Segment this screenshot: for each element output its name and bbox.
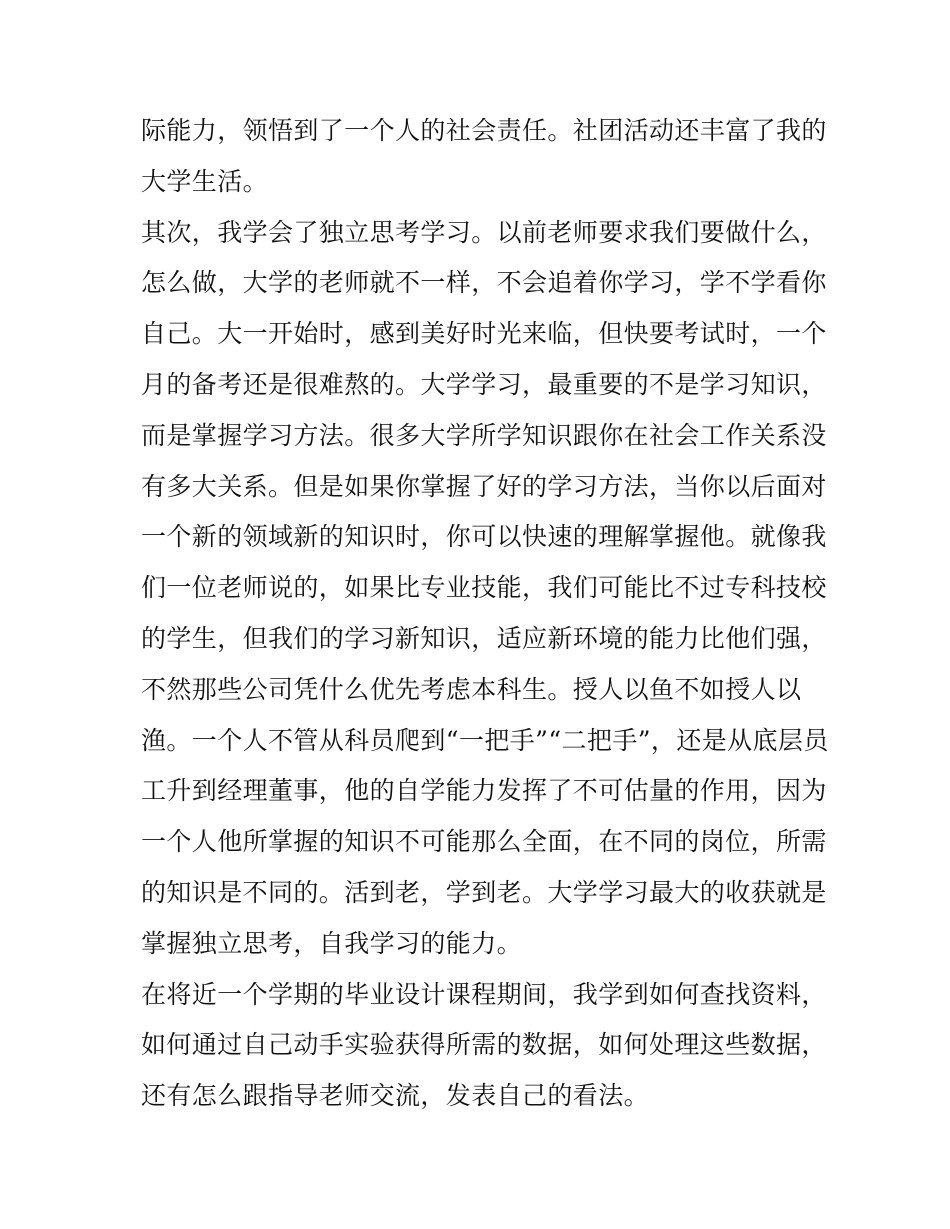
text-line: 掌握独立思考，自我学习的能力。 — [141, 928, 523, 958]
text-line: 在将近一个学期的毕业设计课程期间，我学到如何查找资料， — [141, 979, 827, 1009]
text-line: 大学生活。 — [141, 166, 269, 196]
text-line: 如何通过自己动手实验获得所需的数据，如何处理这些数据， — [141, 1030, 827, 1060]
text-line: 的学生，但我们的学习新知识，适应新环境的能力比他们强， — [141, 623, 827, 653]
text-line: 还有怎么跟指导老师交流，发表自己的看法。 — [141, 1081, 650, 1111]
text-line: 怎么做，大学的老师就不一样，不会追着你学习，学不学看你 — [141, 268, 827, 298]
body-text — [141, 106, 841, 1122]
text-line: 一个新的领域新的知识时，你可以快速的理解掌握他。就像我 — [141, 522, 827, 552]
text-line: 有多大关系。但是如果你掌握了好的学习方法，当你以后面对 — [141, 471, 827, 501]
text-line: 一个人他所掌握的知识不可能那么全面，在不同的岗位，所需 — [141, 827, 827, 857]
text-line: 不然那些公司凭什么优先考虑本科生。授人以鱼不如授人以 — [141, 674, 802, 704]
text-line: 际能力，领悟到了一个人的社会责任。社团活动还丰富了我的 — [141, 116, 827, 145]
text-line: 自己。大一开始时，感到美好时光来临，但快要考试时，一个 — [141, 319, 827, 349]
text-line: 的知识是不同的。活到老，学到老。大学学习最大的收获就是 — [141, 877, 827, 907]
text-line: 工升到经理董事，他的自学能力发挥了不可估量的作用，因为 — [141, 776, 827, 806]
text-line: 其次，我学会了独立思考学习。以前老师要求我们要做什么， — [141, 217, 827, 247]
text-line: 们一位老师说的，如果比专业技能，我们可能比不过专科技校 — [141, 573, 827, 603]
text-line: 渔。一个人不管从科员爬到“一把手”“二把手”，还是从底层员 — [141, 725, 829, 755]
text-line: 月的备考还是很难熬的。大学学习，最重要的不是学习知识， — [141, 369, 827, 399]
text-line: 而是掌握学习方法。很多大学所学知识跟你在社会工作关系没 — [141, 420, 827, 450]
